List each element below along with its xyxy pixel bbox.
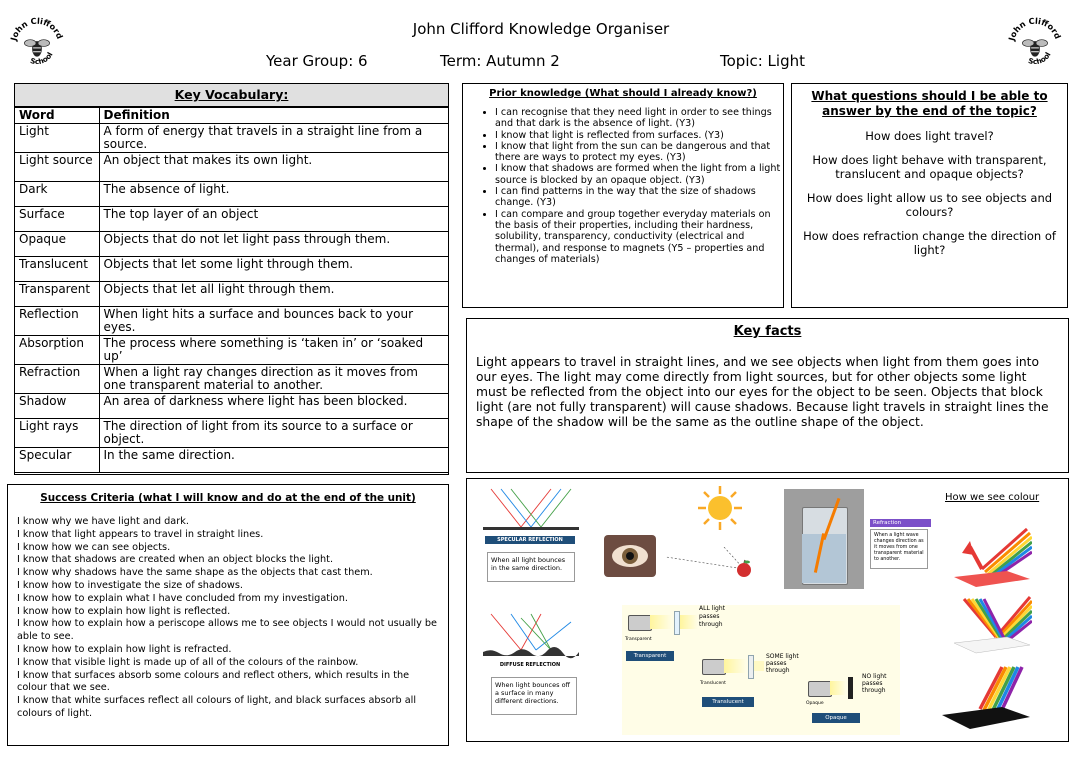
translucent-small-label: Translucent <box>700 681 726 686</box>
diffuse-caption-card <box>491 677 577 715</box>
prior-knowledge-item: • I can recognise that they need light in order to see things and that dark is the absence of light. (Y3) <box>495 107 783 130</box>
vocabulary-word: Opaque <box>15 232 99 257</box>
success-criteria-item: I know that shadows are created when an object blocks the light. <box>17 554 334 566</box>
vocabulary-word: Dark <box>15 182 99 207</box>
questions-panel <box>791 83 1068 308</box>
vocabulary-title: Key Vocabulary: <box>15 84 448 107</box>
transparent-small-label: Transparent <box>625 637 652 642</box>
prior-knowledge-title: Prior knowledge (What should I already know?) <box>489 88 757 99</box>
torch-icon <box>702 659 726 675</box>
success-criteria-item: I know why we have light and dark. <box>17 516 189 527</box>
question-item: How does light allow us to see objects and colours? <box>806 191 1053 219</box>
prior-knowledge-item: • I can compare and group together everyday materials on the basis of their properties, including their hardness, solubility, transparency, conductivity (electrical and thermal), and response to magnets (Y5 – properties and changes of materials) <box>495 209 783 265</box>
vocabulary-definition: Objects that let some light through them. <box>99 257 448 282</box>
red-surface-colour-diagram <box>952 527 1032 589</box>
prior-knowledge-list <box>463 107 783 265</box>
diffuse-caption: When light bounces off a surface in many different directions. <box>495 681 571 705</box>
vocabulary-definition: An area of darkness where light has been blocked. <box>99 394 448 419</box>
vocabulary-word: Transparent <box>15 282 99 307</box>
vocabulary-row <box>15 394 448 419</box>
success-criteria-panel <box>7 484 449 746</box>
diffuse-reflection-diagram <box>481 612 581 667</box>
vocabulary-row <box>15 124 448 153</box>
year-group: Year Group: 6 <box>266 52 368 70</box>
refraction-tag: Refraction <box>870 519 931 527</box>
vocabulary-definition: The process where something is ‘taken in’ or ‘soaked up’ <box>99 336 448 365</box>
key-facts-title: Key facts <box>733 324 802 339</box>
transparent-label: Transparent <box>626 651 674 661</box>
question-item: How does light travel? <box>865 129 994 143</box>
vocabulary-definition: A form of energy that travels in a straight line from a source. <box>99 124 448 153</box>
vocabulary-word: Specular <box>15 448 99 473</box>
prior-knowledge-item: • I can find patterns in the way that the size of shadows change. (Y3) <box>495 186 783 209</box>
no-light-text: NO light passes through <box>862 673 887 694</box>
opaque-label: Opaque <box>812 713 860 723</box>
eye-image <box>604 535 656 577</box>
vocabulary-word: Light rays <box>15 419 99 448</box>
school-logo-left <box>8 16 66 74</box>
vocabulary-table <box>15 107 448 473</box>
success-criteria-item: I know how to explain how a periscope allows me to see objects I would not usually be able to see. <box>17 618 438 643</box>
vocabulary-word: Refraction <box>15 365 99 394</box>
key-vocabulary-panel <box>14 83 449 475</box>
vocabulary-row <box>15 153 448 182</box>
vocabulary-row <box>15 282 448 307</box>
success-criteria-list <box>17 516 440 721</box>
vocabulary-row <box>15 419 448 448</box>
vocabulary-word: Translucent <box>15 257 99 282</box>
specular-label: SPECULAR REFLECTION <box>485 536 575 544</box>
how-we-see-colour-title: How we see colour <box>945 492 1040 503</box>
vocabulary-definition: An object that makes its own light. <box>99 153 448 182</box>
vocabulary-word: Light <box>15 124 99 153</box>
questions-list <box>792 129 1067 257</box>
prior-knowledge-item: • I know that shadows are formed when the light from a light source is blocked by an opaque object. (Y3) <box>495 163 783 186</box>
vocabulary-word: Absorption <box>15 336 99 365</box>
vocabulary-row <box>15 365 448 394</box>
vocabulary-definition: Objects that let all light through them. <box>99 282 448 307</box>
refraction-glass-image <box>784 489 864 589</box>
vocabulary-definition: In the same direction. <box>99 448 448 473</box>
topic: Topic: Light <box>720 52 805 70</box>
success-criteria-item: I know that surfaces absorb some colours and reflect others, which results in the colour that we see. <box>17 669 410 694</box>
key-facts-text: Light appears to travel in straight lines, and we see objects when light from them goes into our eyes. The light may come directly from light sources, but for other objects some light must be reflected from the object into our eyes for the object to be seen. Objects that block light (are not fully transparent) will cause shadows. Because light travels in straight lines the shape of the shadow will be the same as the outline shape of the object. <box>476 355 1049 429</box>
success-criteria-item: I know how we can see objects. <box>17 541 171 553</box>
success-criteria-item: I know that white surfaces reflect all colours of light, and black surfaces absorb all colours of light. <box>17 695 417 719</box>
diagrams-panel <box>466 478 1069 742</box>
vocabulary-definition: When light hits a surface and bounces back to your eyes. <box>99 307 448 336</box>
vocabulary-word: Shadow <box>15 394 99 419</box>
prior-knowledge-panel <box>462 83 784 308</box>
all-light-text: ALL light passes through <box>699 605 725 628</box>
school-logo-right <box>1006 16 1064 74</box>
materials-diagram <box>622 605 900 735</box>
logo-text-bottom: School <box>29 50 55 67</box>
vocabulary-row <box>15 307 448 336</box>
vocabulary-row <box>15 207 448 232</box>
logo-text-top: John Clifford <box>8 16 66 42</box>
vocabulary-word: Light source <box>15 153 99 182</box>
vocabulary-definition: The absence of light. <box>99 182 448 207</box>
logo-text-top: John Clifford <box>1006 16 1064 42</box>
white-surface-colour-diagram <box>952 595 1032 655</box>
svg-text:John Clifford <box>8 16 65 43</box>
success-criteria-item: I know why shadows have the same shape as the objects that cast them. <box>17 567 373 579</box>
translucent-label: Translucent <box>702 697 754 707</box>
torch-icon <box>628 615 652 631</box>
specular-caption: When all light bounces in the same direction. <box>491 556 566 572</box>
term: Term: Autumn 2 <box>440 52 560 70</box>
prior-knowledge-item: • I know that light is reflected from surfaces. (Y3) <box>495 130 783 141</box>
success-criteria-item: I know that light appears to travel in straight lines. <box>17 528 264 540</box>
question-item: How does light behave with transparent, translucent and opaque objects? <box>812 153 1047 181</box>
success-criteria-item: I know how to explain what I have concluded from my investigation. <box>17 592 348 604</box>
specular-reflection-diagram <box>481 487 581 542</box>
vocabulary-row <box>15 336 448 365</box>
some-light-text: SOME light passes through <box>766 653 799 674</box>
apple-icon <box>735 559 753 577</box>
vocabulary-row <box>15 182 448 207</box>
vocabulary-word: Surface <box>15 207 99 232</box>
vocabulary-row <box>15 448 448 473</box>
questions-title: What questions should I be able to answer by the end of the topic? <box>811 89 1048 118</box>
page-title: John Clifford Knowledge Organiser <box>412 20 670 38</box>
key-facts-panel <box>466 318 1069 473</box>
question-item: How does refraction change the direction of light? <box>803 229 1056 257</box>
column-header-word: Word <box>15 108 99 124</box>
logo-text-bottom: School <box>1027 50 1053 67</box>
svg-text:John Clifford <box>1006 16 1063 43</box>
vocabulary-row <box>15 232 448 257</box>
refraction-caption: When a light wave changes direction as it moves from one transparent material to another. <box>874 533 924 562</box>
vocabulary-definition: The direction of light from its source to a surface or object. <box>99 419 448 448</box>
success-criteria-item: I know how to explain how light is refracted. <box>17 643 232 655</box>
vocabulary-row <box>15 257 448 282</box>
vocabulary-definition: Objects that do not let light pass through them. <box>99 232 448 257</box>
success-criteria-item: I know how to explain how light is reflected. <box>17 605 231 617</box>
success-criteria-item: I know that visible light is made up of all of the colours of the rainbow. <box>17 656 359 668</box>
torch-icon <box>808 681 832 697</box>
vocabulary-definition: The top layer of an object <box>99 207 448 232</box>
diffuse-label: DIFFUSE REFLECTION <box>485 661 575 669</box>
opaque-small-label: Opaque <box>806 701 824 706</box>
success-criteria-item: I know how to investigate the size of shadows. <box>17 579 243 591</box>
success-criteria-title: Success Criteria (what I will know and do at the end of the unit) <box>40 492 416 504</box>
vocabulary-word: Reflection <box>15 307 99 336</box>
black-surface-colour-diagram <box>940 665 1032 731</box>
refraction-caption-card <box>870 529 928 569</box>
column-header-definition: Definition <box>99 108 448 124</box>
vocabulary-definition: When a light ray changes direction as it moves from one transparent material to another. <box>99 365 448 394</box>
specular-caption-card <box>487 552 575 582</box>
prior-knowledge-item: • I know that light from the sun can be dangerous and that there are ways to protect my eyes. (Y3) <box>495 141 783 164</box>
sun-icon <box>697 485 743 531</box>
